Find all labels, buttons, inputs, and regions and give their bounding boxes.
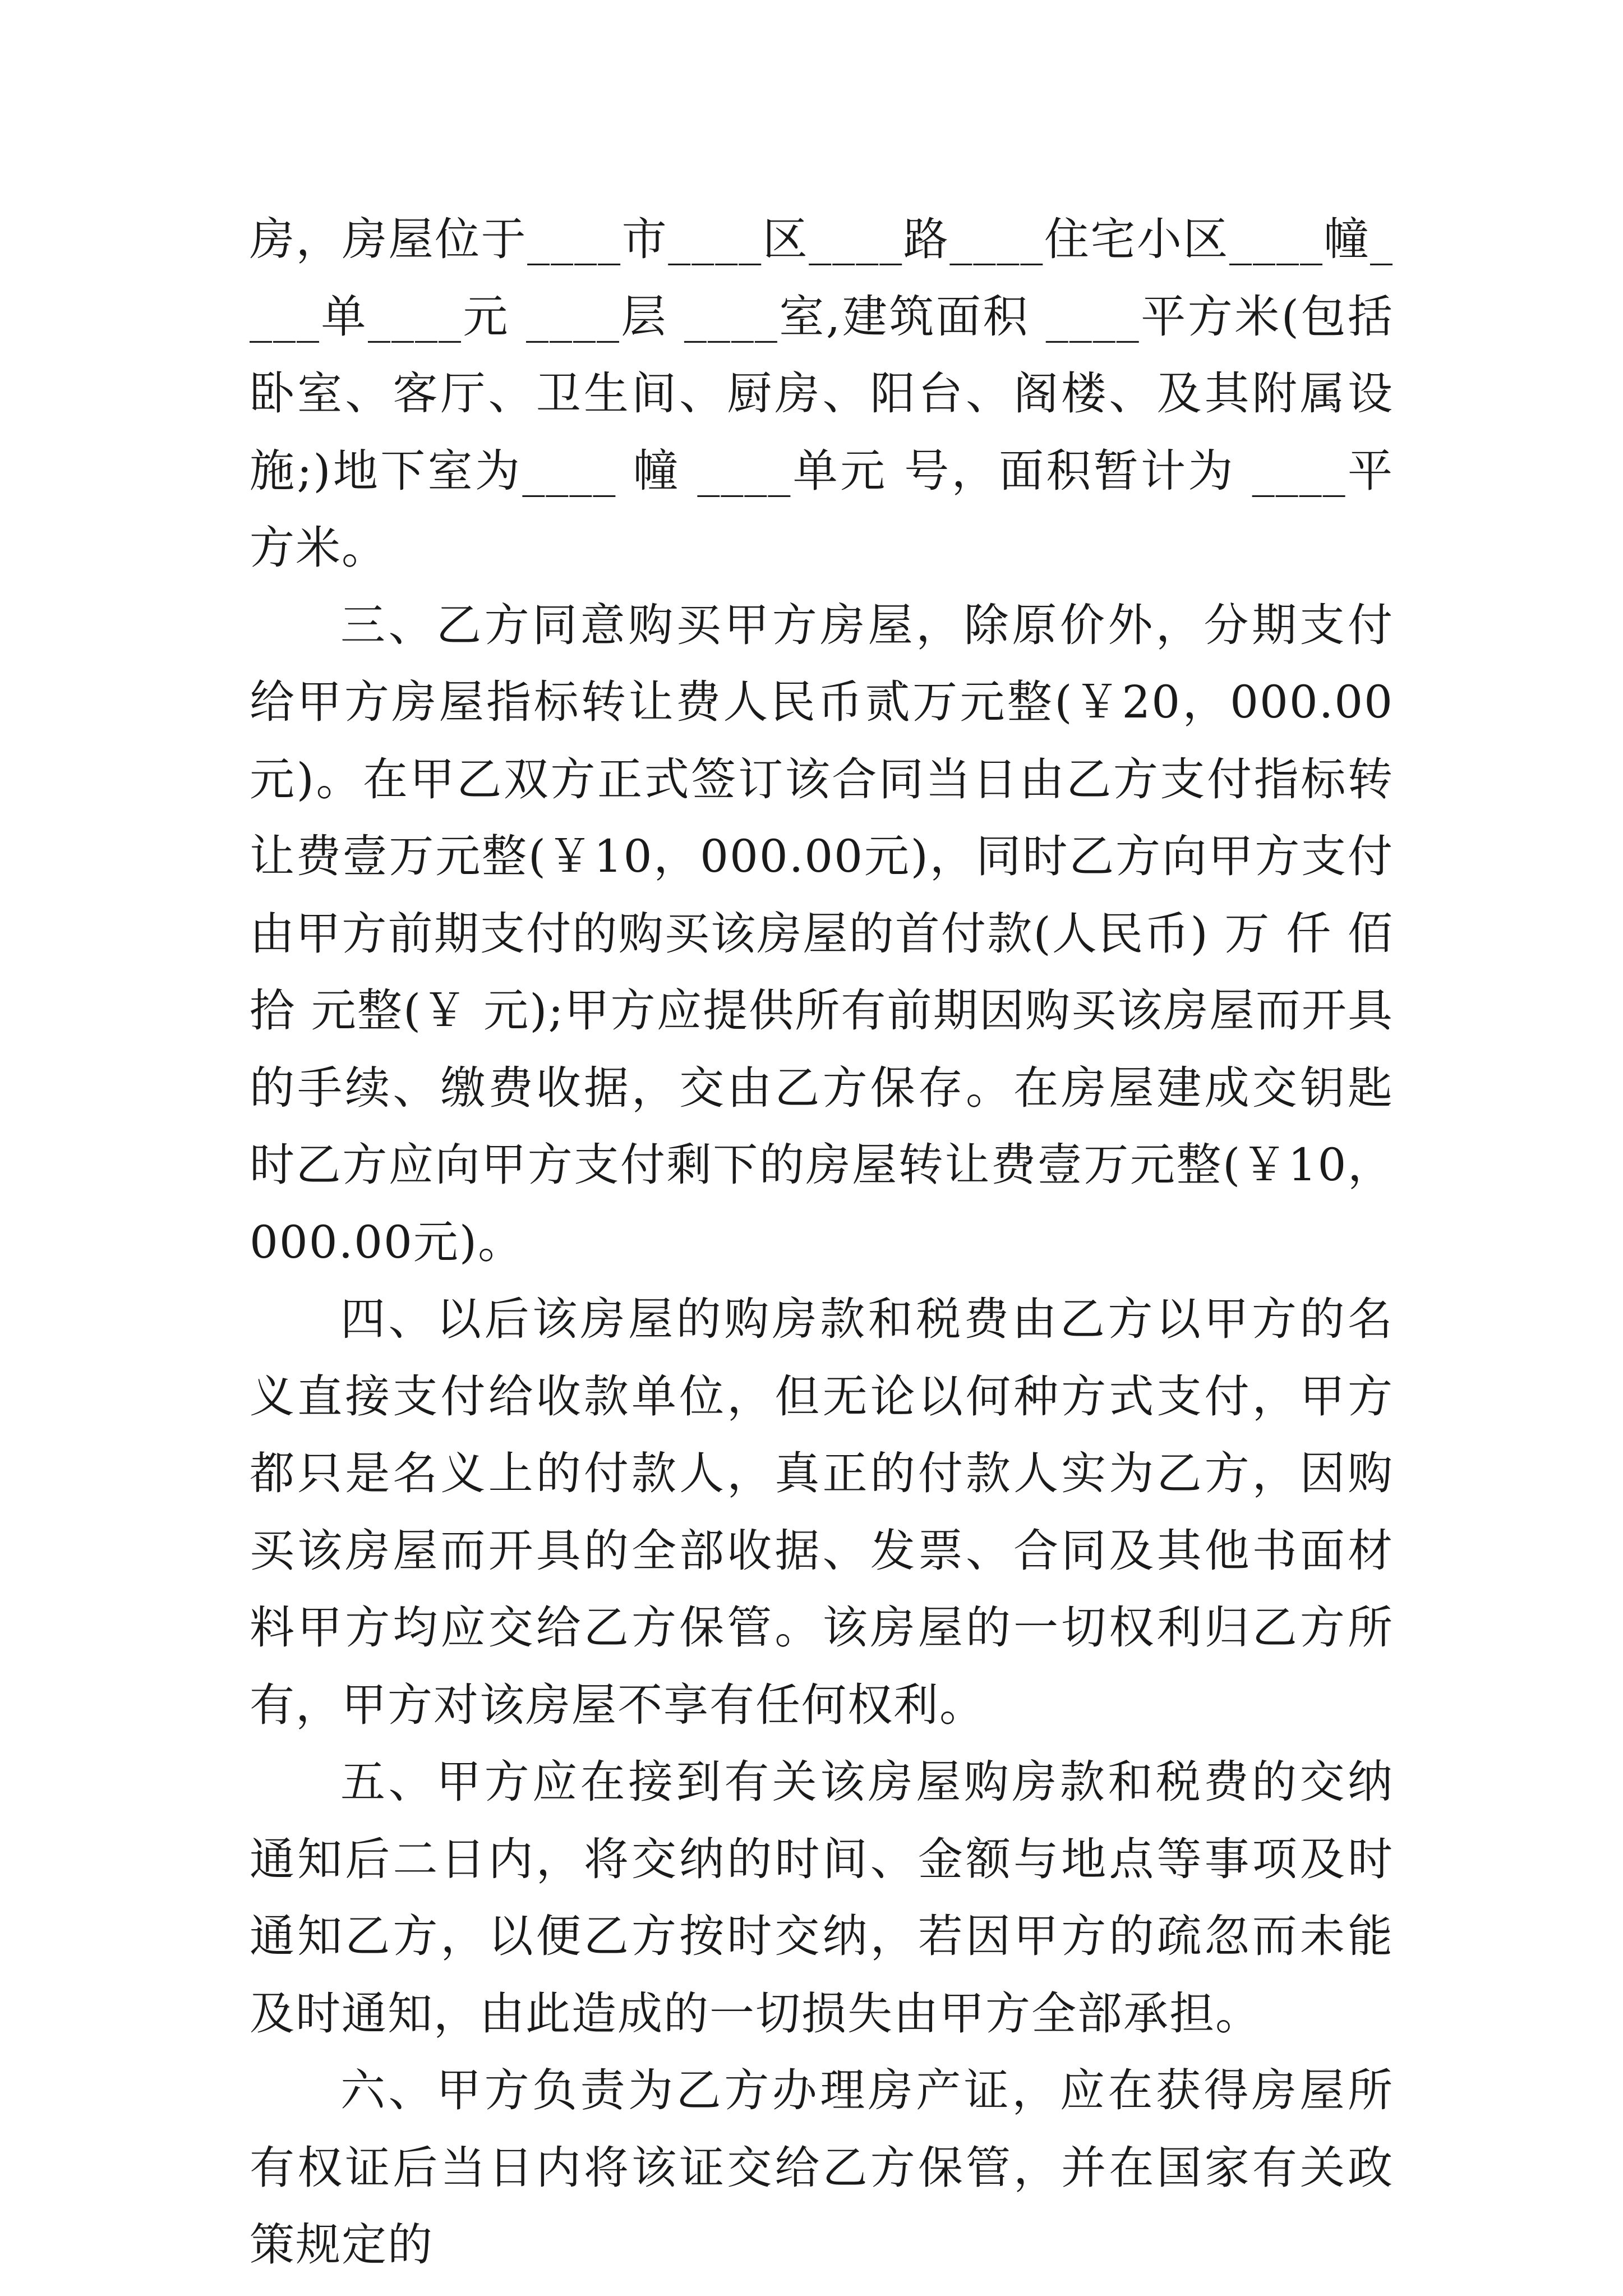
paragraph-clause-4: 四、以后该房屋的购房款和税费由乙方以甲方的名义直接支付给收款单位，但无论以何种方式支付，甲方都只是名义上的付款人，真正的付款人实为乙方，因购买该房屋而开具的全部收据、发票、合同及其他书面材料甲方均应交给乙方保管。该房屋的一切权利归乙方所有，甲方对该房屋不享有任何权利。 [250,1293,1394,1731]
contract-body [250,201,1394,2284]
paragraph-clause-6: 六、甲方负责为乙方办理房产证，应在获得房屋所有权证后当日内将该证交给乙方保管，并在国家有关政策规定的 [250,2064,1394,2271]
paragraph-property-location: 房，房屋位于____市____区____路____住宅小区____幢____单____元 ____层 ____室,建筑面积 ____平方米(包括卧室、客厅、卫生间、厨房、阳台、阁楼、及其附属设施;)地下室为____ 幢 ____单元 号，面积暂计为 ____平方米。 [250,213,1394,574]
paragraph-clause-5: 五、甲方应在接到有关该房屋购房款和税费的交纳通知后二日内，将交纳的时间、金额与地点等事项及时通知乙方，以便乙方按时交纳，若因甲方的疏忽而未能及时通知，由此造成的一切损失由甲方全部承担。 [250,1756,1394,2040]
paragraph-clause-3: 三、乙方同意购买甲方房屋，除原价外，分期支付给甲方房屋指标转让费人民币贰万元整(￥20，000.00元)。在甲乙双方正式签订该合同当日由乙方支付指标转让费壹万元整(￥10，000.00元)，同时乙方向甲方支付由甲方前期支付的购买该房屋的首付款(人民币) 万 仟 佰 拾 元整(￥ 元);甲方应提供所有前期因购买该房屋而开具的手续、缴费收据，交由乙方保存。在房屋建成交钥匙时乙方应向甲方支付剩下的房屋转让费壹万元整(￥10，000.00元)。 [250,599,1394,1268]
